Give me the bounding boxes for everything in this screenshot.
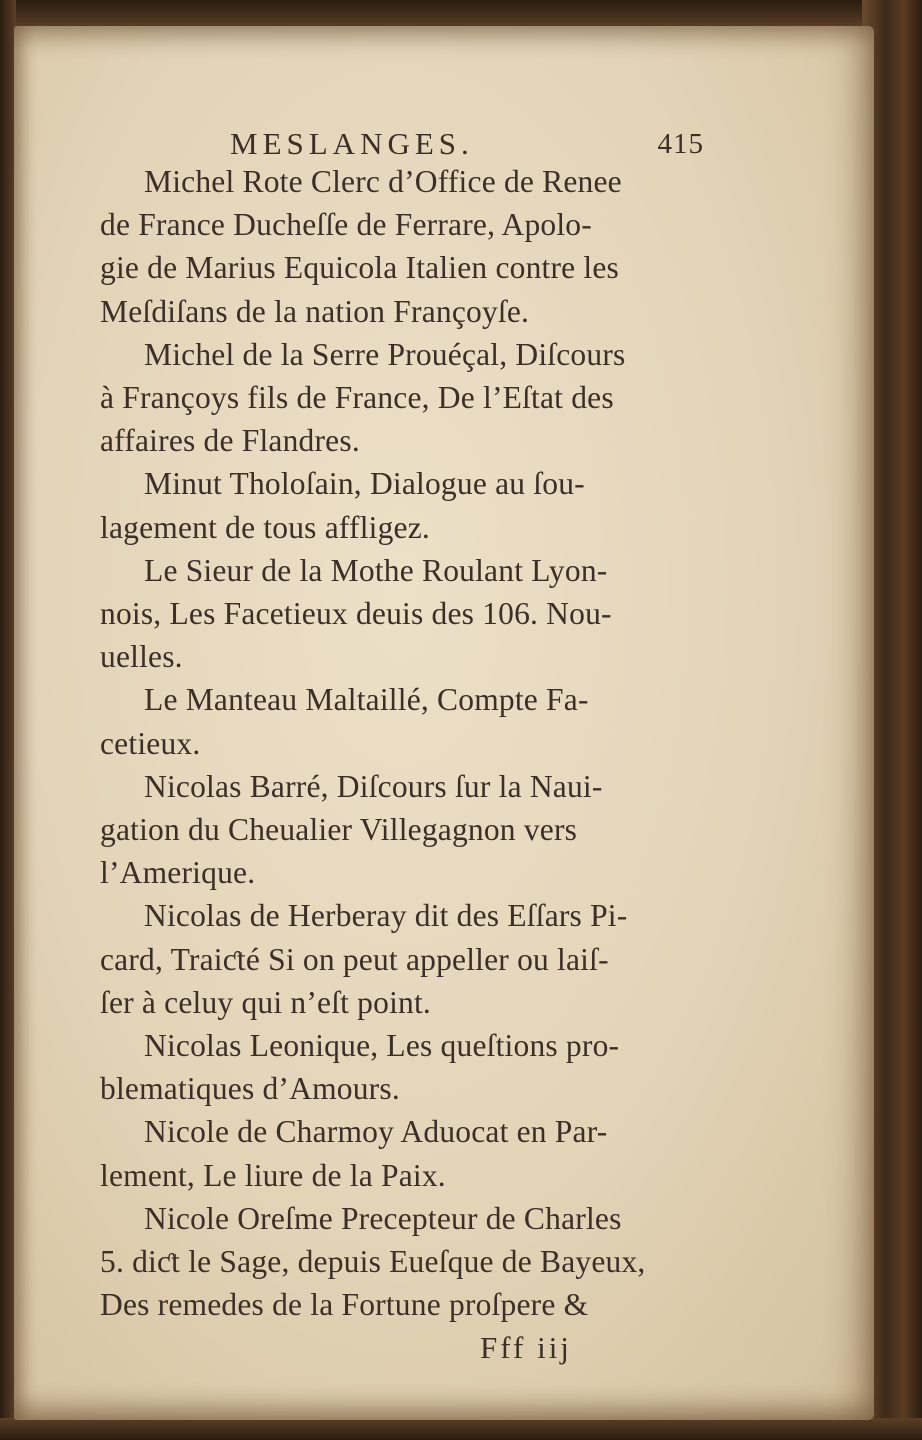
entry-line: blematiques d’Amours. [100, 1071, 400, 1107]
bibliography-entry [100, 678, 700, 764]
bibliography-entry [100, 160, 700, 333]
bibliography-entry [100, 894, 700, 1024]
entry-line: gation du Cheualier Villegagnon vers [100, 812, 578, 848]
entry-line: Nicolas Barré, Diſcours ſur la Naui- [144, 768, 603, 804]
bibliography-entry [100, 549, 700, 679]
entry-line: gie de Marius Equicola Italien contre les [100, 250, 620, 286]
book-edge-bottom [0, 1418, 922, 1440]
entry-line: Le Manteau Maltaillé, Compte Fa- [144, 682, 589, 718]
entry-line: ſer à celuy qui n’eſt point. [100, 984, 431, 1020]
entry-line: lagement de tous affligez. [100, 509, 430, 545]
entry-line: Michel Rote Clerc d’Office de Renee [144, 164, 622, 199]
entry-line: card, Traiƈté Si on peut appeller ou laiſ- [100, 941, 609, 977]
entry-line: Nicole de Charmoy Aduocat en Par- [144, 1114, 608, 1150]
entry-line: Le Sieur de la Mothe Roulant Lyon- [144, 552, 608, 588]
entry-line: lement, Le liure de la Paix. [100, 1157, 446, 1193]
entry-line: Michel de la Serre Prouéçal, Diſcours [144, 336, 626, 372]
book-edge-top [0, 0, 922, 28]
signature-mark: Fff iij [480, 1330, 572, 1366]
entry-line: Nicolas Leonique, Les queſtions pro- [144, 1028, 620, 1064]
entry-line: Nicole Oreſme Precepteur de Charles [144, 1200, 622, 1236]
page-text [100, 112, 704, 1370]
entry-line: cetieux. [100, 725, 201, 761]
entry-line: Des remedes de la Fortune proſpere & [100, 1287, 589, 1323]
entry-line: Meſdiſans de la nation Françoyſe. [100, 293, 530, 329]
running-head [100, 112, 704, 161]
entry-line: Minut Tholoſain, Dialogue au ſou- [144, 466, 585, 502]
entry-line: l’Amerique. [100, 855, 256, 891]
running-title: MESLANGES. [230, 126, 474, 161]
entry-line: uelles. [100, 639, 183, 675]
entry-line: à Françoys fils de France, De l’Eſtat des [100, 380, 614, 416]
bibliography-entry [100, 765, 700, 895]
bibliography-entry [100, 1197, 700, 1327]
entry-line: affaires de Flandres. [100, 423, 360, 459]
bibliography-entry [100, 462, 700, 548]
entry-line: Nicolas de Herberay dit des Eſſars Pi- [144, 898, 628, 934]
entry-line: de France Ducheſſe de Ferrare, Apolo- [100, 207, 592, 243]
entry-line: 5. diƈt le Sage, depuis Eueſque de Bayeux, [100, 1244, 646, 1280]
entry-line: nois, Les Facetieux deuis des 106. Nou- [100, 596, 612, 632]
entry-list [100, 160, 700, 1326]
bibliography-entry [100, 1024, 700, 1110]
bibliography-entry [100, 1110, 700, 1196]
bibliography-entry [100, 333, 700, 463]
page-number: 415 [657, 128, 704, 160]
